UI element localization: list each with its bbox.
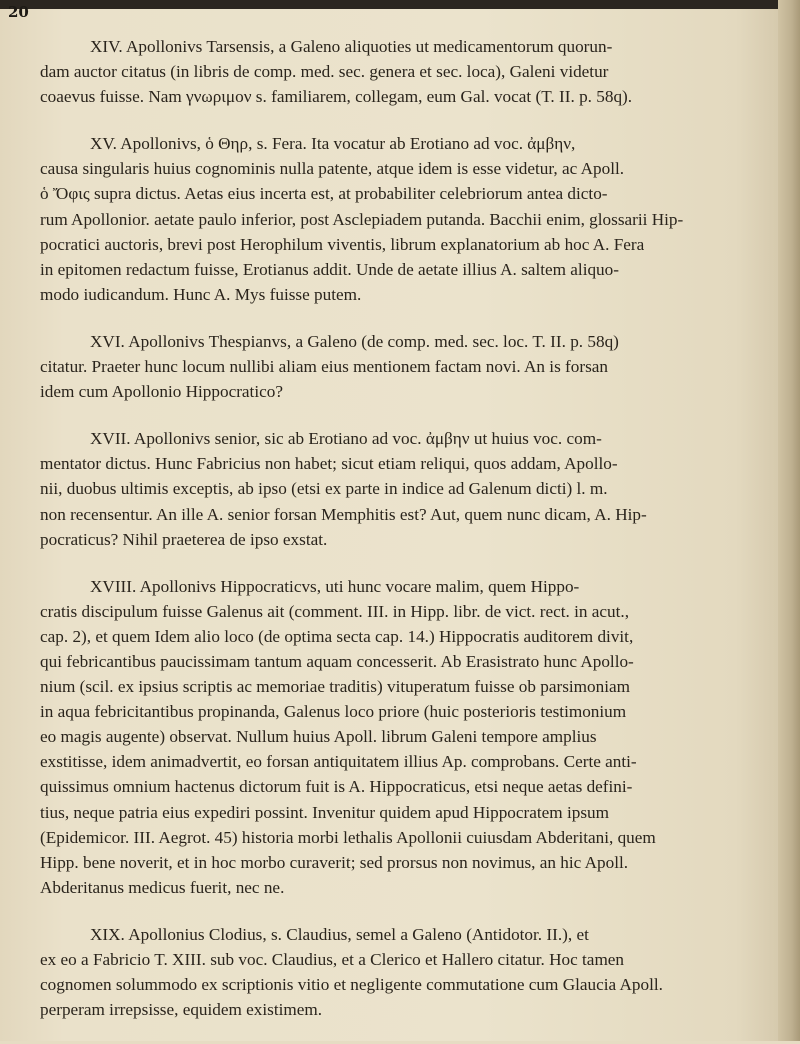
text-line: nii, duobus ultimis exceptis, ab ipso (etsi ex parte in indice ad Galenum dicti) l. m. <box>40 479 608 499</box>
page-number: 20 <box>8 3 29 21</box>
text-line: non recensentur. An ille A. senior forsan Memphitis est? Aut, quem nunc dicam, A. Hip- <box>40 504 647 524</box>
text-line: coaevus fuisse. Nam γνωριμον s. familiarem, collegam, eum Gal. vocat (T. II. p. 58q). <box>40 87 633 107</box>
text-line: Abderitanus medicus fuerit, nec ne. <box>40 877 285 897</box>
text-line: perperam irrepsisse, equidem existimem. <box>40 1000 323 1020</box>
text-line: idem cum Apollonio Hippocratico? <box>40 382 283 402</box>
text-line: in epitomen redactum fuisse, Erotianus addit. Unde de aetate illius A. saltem aliquo- <box>40 259 619 279</box>
text-line: quissimus omnium hactenus dictorum fuit is A. Hippocraticus, etsi neque aetas defini- <box>40 777 633 797</box>
paragraph-xviii <box>40 574 780 900</box>
text-line: cratis discipulum fuisse Galenus ait (comment. III. in Hipp. libr. de vict. rect. in acut., <box>40 601 629 621</box>
text-line: causa singularis huius cognominis nulla patente, atque idem is esse videtur, ac Apoll. <box>40 159 625 179</box>
text-line: pocratici auctoris, brevi post Herophilum viventis, librum explanatorium ab hoc A. Fera <box>40 234 645 254</box>
text-line: XV. Apollonivs, ὁ Θηρ, s. Fera. Ita vocatur ab Erotiano ad voc. ἀμβην, <box>90 134 576 154</box>
text-line: rum Apollonior. aetate paulo inferior, post Asclepiadem putanda. Bacchii enim, glossarii Hip- <box>40 209 684 229</box>
text-line: XVIII. Apollonivs Hippocraticvs, uti hunc vocare malim, quem Hippo- <box>90 576 580 596</box>
text-line: pocraticus? Nihil praeterea de ipso exstat. <box>40 529 328 549</box>
text-line: XIV. Apollonivs Tarsensis, a Galeno aliquoties ut medicamentorum quorun- <box>90 37 613 56</box>
paragraph-xvi <box>40 329 780 404</box>
text-line: ὁ Ὄφις supra dictus. Aetas eius incerta est, at probabiliter celebriorum antea dicto- <box>40 184 608 204</box>
text-line: qui febricantibus paucissimam tantum aquam concesserit. Ab Erasistrato hunc Apollo- <box>40 651 634 671</box>
text-body <box>40 34 780 1044</box>
text-line: modo iudicandum. Hunc A. Mys fuisse putem. <box>40 284 362 304</box>
text-line: tius, neque patria eius expediri possint. Invenitur quidem apud Hippocratem ipsum <box>40 802 609 822</box>
text-line: citatur. Praeter hunc locum nullibi aliam eius mentionem factam novi. An is forsan <box>40 357 609 377</box>
page-right-edge <box>778 0 800 1041</box>
text-line: nium (scil. ex ipsius scriptis ac memoriae traditis) vituperatum fuisse ob parsimoniam <box>40 677 630 697</box>
paragraph-xiv <box>40 34 780 109</box>
text-line: (Epidemicor. III. Aegrot. 45) historia morbi lethalis Apollonii cuiusdam Abderitani, quem <box>40 827 656 847</box>
text-line: Hipp. bene noverit, et in hoc morbo curaverit; sed prorsus non novimus, an hic Apoll. <box>40 852 629 872</box>
page-top-edge <box>0 0 780 9</box>
paragraph-xvii <box>40 426 780 551</box>
text-line: eo magis augente) observat. Nullum huius Apoll. librum Galeni tempore amplius <box>40 727 597 747</box>
text-line: cognomen solummodo ex scriptionis vitio et negligente commutatione cum Glaucia Apoll. <box>40 975 663 995</box>
text-line: dam auctor citatus (in libris de comp. med. sec. genera et sec. loca), Galeni videtur <box>40 62 609 82</box>
text-line: XIX. Apollonius Clodius, s. Claudius, semel a Galeno (Antidotor. II.), et <box>90 924 589 944</box>
text-line: cap. 2), et quem Idem alio loco (de optima secta cap. 14.) Hippocratis auditorem divit, <box>40 626 634 646</box>
paragraph-xv <box>40 131 780 307</box>
text-line: mentator dictus. Hunc Fabricius non habet; sicut etiam reliqui, quos addam, Apollo- <box>40 454 618 474</box>
text-line: XVII. Apollonivs senior, sic ab Erotiano ad voc. ἀμβην ut huius voc. com- <box>90 429 602 449</box>
text-line: exstitisse, idem animadvertit, eo forsan antiquitatem illius Ap. comprobans. Certe anti- <box>40 752 637 772</box>
text-line: in aqua febricitantibus propinanda, Galenus loco priore (huic posterioris testimonium <box>40 702 627 722</box>
text-line: XVI. Apollonivs Thespianvs, a Galeno (de comp. med. sec. loc. T. II. p. 58q) <box>90 331 619 351</box>
text-line: ex eo a Fabricio T. XIII. sub voc. Claudius, et a Clerico et Hallero citatur. Hoc tamen <box>40 950 625 969</box>
paragraph-xix <box>40 922 780 1022</box>
